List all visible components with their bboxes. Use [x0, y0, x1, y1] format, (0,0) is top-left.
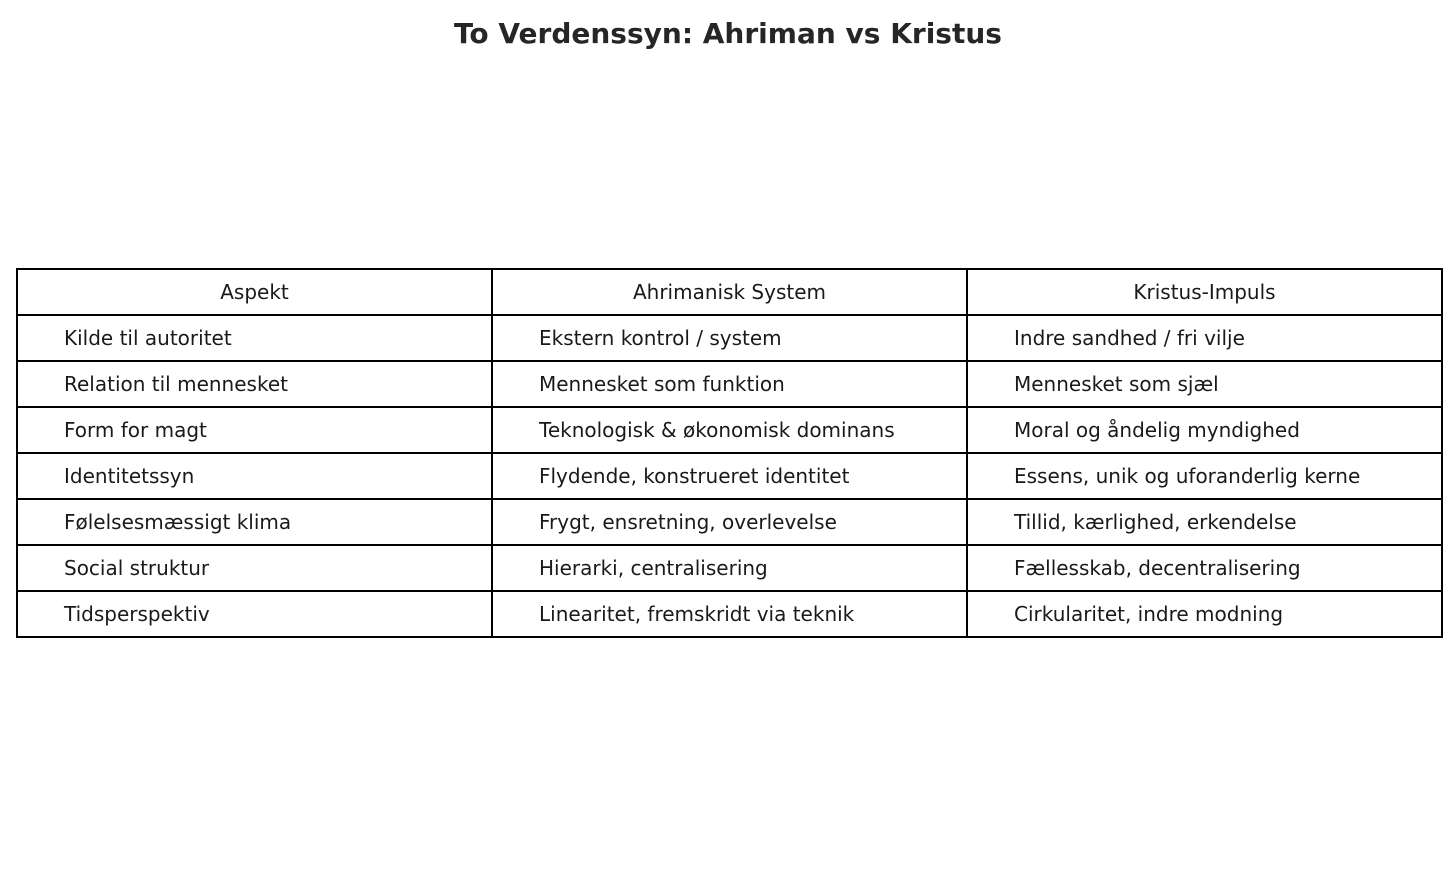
cell-ahrimanisk: Mennesket som funktion: [492, 361, 967, 407]
cell-kristus: Indre sandhed / fri vilje: [967, 315, 1442, 361]
header-kristus-impuls: Kristus-Impuls: [967, 269, 1442, 315]
table-header: [17, 269, 1442, 315]
cell-aspekt: Følelsesmæssigt klima: [17, 499, 492, 545]
cell-aspekt: Tidsperspektiv: [17, 591, 492, 637]
cell-ahrimanisk: Flydende, konstrueret identitet: [492, 453, 967, 499]
cell-kristus: Tillid, kærlighed, erkendelse: [967, 499, 1442, 545]
chart-title: To Verdenssyn: Ahriman vs Kristus: [454, 17, 1002, 50]
header-ahrimanisk-system: Ahrimanisk System: [492, 269, 967, 315]
cell-ahrimanisk: Linearitet, fremskridt via teknik: [492, 591, 967, 637]
table-row: [17, 315, 1442, 361]
header-row: [17, 269, 1442, 315]
cell-ahrimanisk: Ekstern kontrol / system: [492, 315, 967, 361]
cell-kristus: Cirkularitet, indre modning: [967, 591, 1442, 637]
table-row: [17, 499, 1442, 545]
cell-kristus: Fællesskab, decentralisering: [967, 545, 1442, 591]
table-row: [17, 453, 1442, 499]
cell-aspekt: Kilde til autoritet: [17, 315, 492, 361]
header-aspekt: Aspekt: [17, 269, 492, 315]
table-row: [17, 545, 1442, 591]
table-row: [17, 591, 1442, 637]
cell-ahrimanisk: Hierarki, centralisering: [492, 545, 967, 591]
cell-ahrimanisk: Teknologisk & økonomisk dominans: [492, 407, 967, 453]
cell-aspekt: Relation til mennesket: [17, 361, 492, 407]
cell-kristus: Essens, unik og uforanderlig kerne: [967, 453, 1442, 499]
comparison-table: [16, 268, 1443, 638]
cell-ahrimanisk: Frygt, ensretning, overlevelse: [492, 499, 967, 545]
table-row: [17, 407, 1442, 453]
cell-kristus: Mennesket som sjæl: [967, 361, 1442, 407]
cell-aspekt: Social struktur: [17, 545, 492, 591]
table-body: [17, 315, 1442, 637]
cell-aspekt: Identitetssyn: [17, 453, 492, 499]
cell-kristus: Moral og åndelig myndighed: [967, 407, 1442, 453]
table-row: [17, 361, 1442, 407]
cell-aspekt: Form for magt: [17, 407, 492, 453]
